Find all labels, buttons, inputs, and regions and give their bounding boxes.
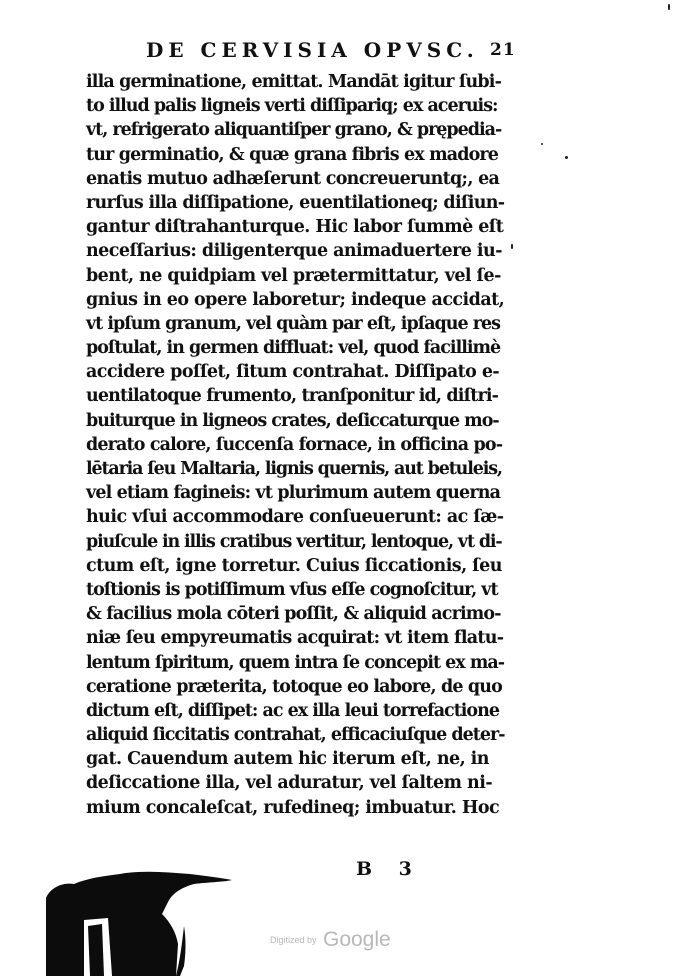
text-line: tur germinatio, & quæ grana fibris ex madore <box>86 144 499 165</box>
running-title: DE CERVISIA OPVSC. <box>146 38 479 62</box>
text-line: accidere poſſet, ſitum contrahat. Diſſipato e- <box>86 362 500 383</box>
text-line: niæ ſeu empyreumatis acquirat: vt item flatu- <box>86 628 504 649</box>
ink-speck <box>668 4 670 10</box>
running-head <box>140 38 540 68</box>
text-line: vel etiam fagineis: vt plurimum autem querna <box>86 483 501 504</box>
text-line: huic vſui accommodare conſueuerunt: ac ſæ- <box>86 507 504 528</box>
text-line: ctum eſt, igne torretur. Cuius ſiccationis, ſeu <box>86 555 502 576</box>
text-line: vt, refrigerato aliquantiſper grano, & prępedia- <box>86 120 502 141</box>
text-line: & facilius mola cōteri poſſit, & aliquid acrimo- <box>86 604 501 625</box>
text-line: toſtionis is potiſſimum vſus eſſe cognoſcitur, vt <box>86 579 498 600</box>
ink-speck <box>565 156 568 159</box>
text-line: buiturque in ligneos crates, deſiccaturque mo- <box>86 410 499 431</box>
signature-mark: B 3 <box>356 858 422 880</box>
text-line: rurſus illa diſſipatione, euentilationeq; diſiun- <box>86 192 505 213</box>
text-line: piuſcule in illis cratibus vertitur, lentoque, vt di- <box>86 531 502 552</box>
text-line: enatis mutuo adhæſerunt concreueruntq;, ea <box>86 168 500 189</box>
text-line: vt ipſum granum, vel quàm par eſt, ipſaque res <box>86 313 500 334</box>
text-line: gantur diſtrahanturque. Hic labor ſummè eſt <box>86 217 504 238</box>
digitized-by-label: Digitized by <box>270 935 317 945</box>
text-line: uentilatoque frumento, tranſponitur id, diſtri- <box>86 386 499 407</box>
text-line: mium concaleſcat, rufedineq; imbuatur. Hoc <box>86 797 500 818</box>
google-logo: Google <box>322 928 391 951</box>
text-line: neceſſarius: diligenterque animaduertere iu- <box>86 241 502 262</box>
text-line: gnius in eo opere laboretur; indeque accidat, <box>86 289 505 310</box>
text-line: poſtulat, in germen diffluat: vel, quod facillimè <box>86 338 501 359</box>
text-line: lētaria ſeu Maltaria, lignis quernis, aut betuleis, <box>86 459 502 479</box>
page-number: 21 <box>490 40 516 60</box>
text-line: dictum eſt, diſſipet: ac ex illa leui torrefactione <box>86 700 499 721</box>
text-line: illa germinatione, emittat. Mandāt igitur ſubi- <box>86 72 501 92</box>
text-line: derato calore, ſuccenſa fornace, in officina po- <box>86 434 503 455</box>
text-line: bent, ne quidpiam vel prætermittatur, vel ſe- <box>86 265 501 286</box>
ink-speck <box>541 143 543 145</box>
text-line: ceratione præterita, totoque eo labore, de quo <box>86 676 502 697</box>
body-text <box>86 70 505 820</box>
text-line: to illud palis ligneis verti diſſipariq; ex aceruis: <box>86 96 498 117</box>
text-line: deſiccatione illa, vel aduratur, vel ſaltem ni- <box>86 773 493 794</box>
text-line: gat. Cauendum autem hic iterum eſt, ne, in <box>86 749 489 770</box>
google-watermark <box>270 928 391 956</box>
text-line: aliquid ſiccitatis contrahat, efficaciuſque deter- <box>86 725 505 746</box>
ink-speck <box>511 244 513 249</box>
ink-blot-stain <box>44 868 244 976</box>
text-line: lentum ſpiritum, quem intra ſe concepit ex ma- <box>86 652 504 673</box>
